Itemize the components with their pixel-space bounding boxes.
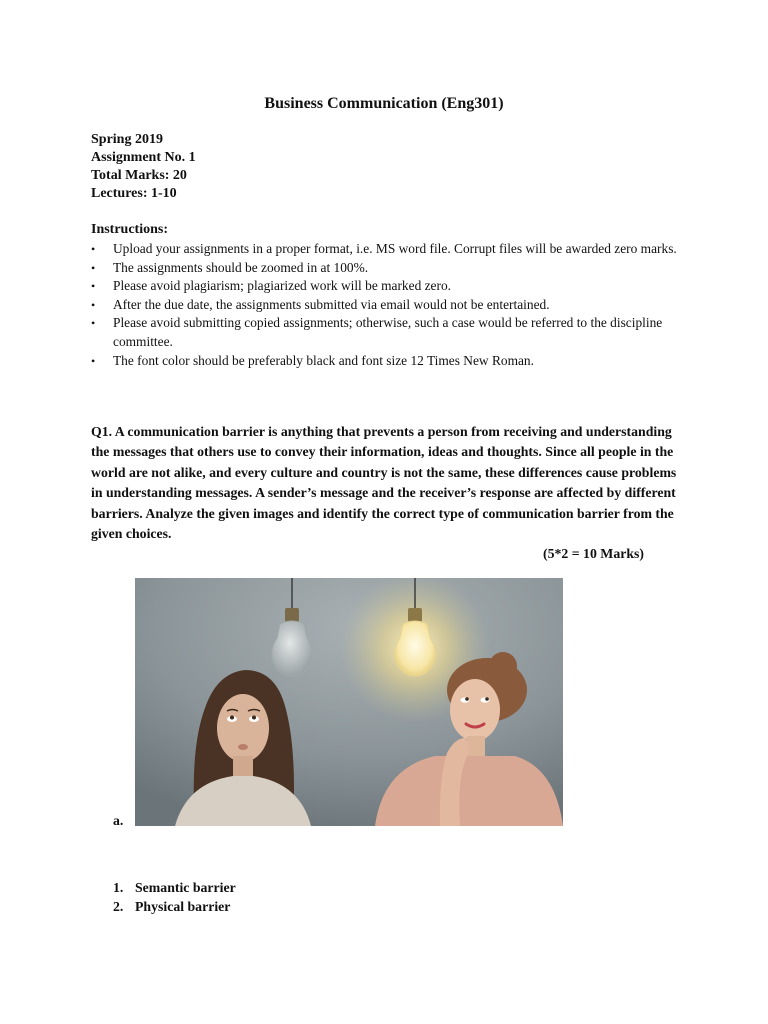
instruction-text: After the due date, the assignments submitted via email would not be entertained.: [113, 296, 550, 312]
item-label-a: a.: [113, 813, 124, 828]
instruction-text: The font color should be preferably black and font size 12 Times New Roman.: [113, 352, 534, 368]
choice-item: [113, 878, 236, 897]
lectures-line: Lectures: 1-10: [91, 186, 177, 201]
instruction-item: [91, 259, 691, 278]
total-marks-line: Total Marks: 20: [91, 168, 187, 183]
instruction-text: Please avoid submitting copied assignments; otherwise, such a case would be referred to the discipline committee.: [113, 315, 663, 349]
instruction-text: The assignments should be zoomed in at 100%.: [113, 259, 369, 275]
instruction-item: [91, 314, 691, 351]
question-image: [135, 578, 563, 826]
choice-number: 2.: [113, 899, 124, 914]
instruction-item: [91, 277, 691, 296]
choice-item: [113, 897, 236, 916]
instruction-item: [91, 296, 691, 315]
document-title: Business Communication (Eng301): [264, 95, 504, 112]
bullet-icon: •: [91, 279, 96, 294]
question-marks: (5*2 = 10 Marks): [543, 546, 644, 561]
bullet-icon: •: [91, 316, 96, 331]
bullet-icon: •: [91, 297, 96, 312]
instruction-item: [91, 240, 691, 259]
instruction-text: Please avoid plagiarism; plagiarized work will be marked zero.: [113, 278, 451, 294]
question-text: Q1. A communication barrier is anything that prevents a person from receiving and understanding the messages that others use to convey their information, ideas and thoughts. Since all people in the world are not alike, and every culture and country is not the same, these differences cause problems in understanding messages. A sender’s message and the receiver’s response are affected by different barriers. Analyze the given images and identify the correct type of communication barrier from the given choices.: [91, 424, 677, 542]
assignment-number-line: Assignment No. 1: [91, 150, 196, 165]
semester-line: Spring 2019: [91, 132, 163, 147]
answer-choices: [113, 878, 236, 916]
bullet-icon: •: [91, 260, 96, 275]
bullet-icon: •: [91, 242, 96, 256]
choice-label: Semantic barrier: [135, 880, 236, 895]
bullet-icon: •: [91, 353, 96, 368]
assignment-meta: [91, 131, 196, 203]
choice-label: Physical barrier: [135, 899, 231, 914]
instructions-heading: Instructions:: [91, 222, 169, 237]
instruction-item: [91, 352, 691, 371]
instruction-text: Upload your assignments in a proper format, i.e. MS word file. Corrupt files will be awarded zero marks.: [113, 241, 677, 256]
choice-number: 1.: [113, 880, 124, 895]
instructions-list: [91, 240, 691, 370]
